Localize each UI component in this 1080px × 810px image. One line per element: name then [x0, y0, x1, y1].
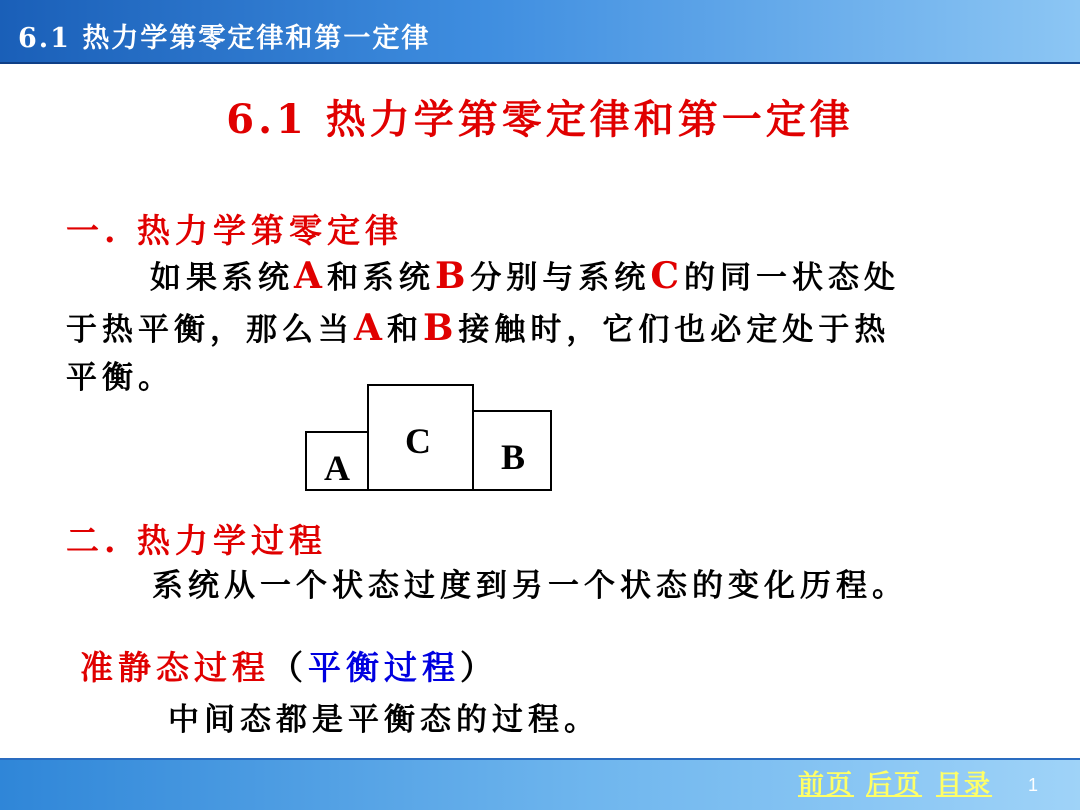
- quasi-static-definition: 中间态都是平衡态的过程。: [168, 702, 600, 738]
- box-a-label: A: [324, 448, 350, 488]
- system-a-label: A: [294, 255, 327, 297]
- system-a-label: A: [354, 307, 387, 349]
- zeroth-law-line-1: [150, 250, 900, 304]
- paren-open: （: [270, 648, 308, 687]
- box-b-label: B: [501, 437, 526, 477]
- process-definition: 系统从一个状态过度到另一个状态的变化历程。: [152, 568, 908, 604]
- text-fragment: 和: [386, 312, 423, 348]
- text-fragment: 和系统: [326, 260, 435, 296]
- page-number: 1: [1028, 775, 1039, 795]
- section-heading-zeroth-law: 一. 热力学第零定律: [66, 211, 403, 250]
- zeroth-law-line-3: 平衡。: [66, 360, 174, 396]
- next-page-link[interactable]: 后页: [866, 770, 923, 800]
- quasi-static-heading: [80, 642, 498, 694]
- box-c-label: C: [405, 421, 431, 461]
- text-fragment: 的同一状态处: [684, 260, 901, 296]
- quasi-static-term: 准静态过程: [80, 648, 270, 687]
- system-b-label: B: [422, 307, 459, 349]
- text-fragment: 如果系统: [150, 260, 294, 296]
- header-title: 6.1 热力学第零定律和第一定律: [18, 23, 431, 54]
- box-a: [305, 431, 369, 491]
- zeroth-law-line-2: [66, 302, 890, 356]
- table-of-contents-link[interactable]: 目录: [936, 770, 993, 800]
- text-fragment: 接触时，它们也必定处于热: [458, 312, 891, 348]
- page-title: 6.1 热力学第零定律和第一定律: [226, 96, 854, 143]
- box-b: [472, 410, 552, 491]
- section-heading-process: 二. 热力学过程: [66, 521, 327, 560]
- equilibrium-process-term: 平衡过程: [308, 648, 460, 687]
- header-bar: [0, 0, 1080, 64]
- text-fragment: 于热平衡，那么当: [66, 312, 354, 348]
- paren-close: ）: [460, 648, 498, 687]
- prev-page-link[interactable]: 前页: [798, 770, 855, 800]
- text-fragment: 分别与系统: [470, 260, 651, 296]
- system-b-label: B: [434, 255, 471, 297]
- box-c: [367, 384, 474, 491]
- system-c-label: C: [650, 255, 685, 297]
